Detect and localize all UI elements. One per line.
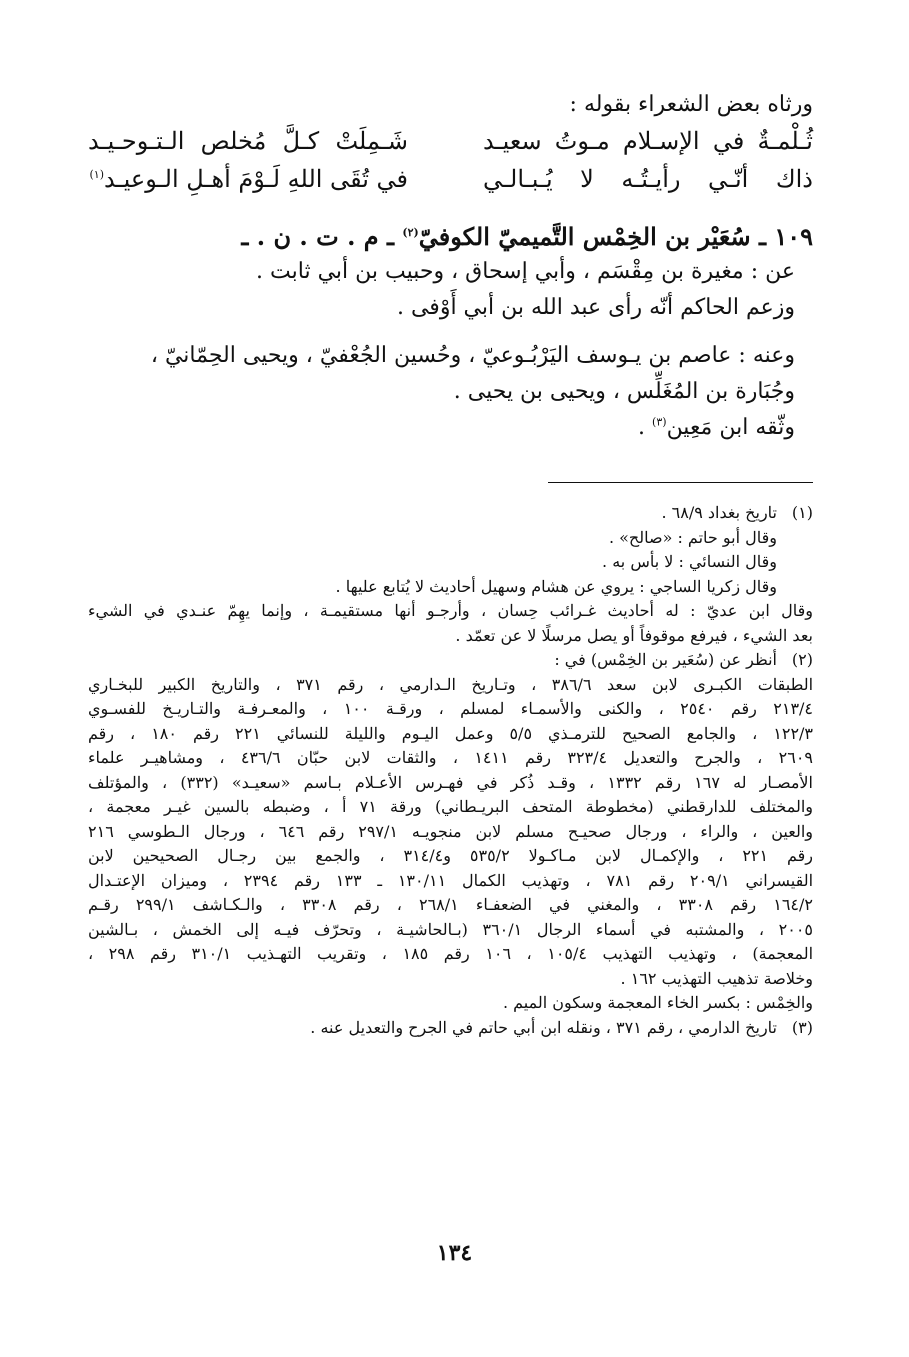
footnote-3-text: تاريخ الدارمي ، رقم ٣٧١ ، ونقله ابن أبي حاتم في الجرح والتعديل عنه . (310, 1017, 777, 1037)
footnote-2-vocalization: والخِمْس : بكسر الخاء المعجمة وسكون الميم . (502, 993, 813, 1012)
footnote-separator (548, 482, 813, 483)
footnote-2-line: القيسراني ٢٠٩/١ رقم ٧٨١ ، وتهذيب الكمال ١٣٠/١١ ـ ١٣٣ رقم ٢٣٩٤ ، وميزان الإعتـدال (88, 870, 814, 890)
entry-tawthiq-text: وثّقه ابن مَعِين (666, 415, 795, 440)
book-page (88, 90, 813, 1280)
footnote-2-line: ٢٦٠٩ ، والجرح والتعديل ٣٢٣/٤ رقم ١٤١١ ، والثقات لابن حبّان ٤٣٦/٦ ، ومشاهيـر علماء (88, 748, 814, 767)
footnote-2-head: أنظر عن (سُعَير بن الخِمْس) في : (554, 650, 777, 669)
entry-tawthiq (88, 410, 813, 446)
footnote-ref-2: (٢) (402, 226, 419, 239)
footnote-3-number: (٣) (791, 1017, 813, 1037)
verse-2-second-hemistich (88, 160, 408, 198)
footnote-2-last-line: وخلاصة تذهيب التهذيب ١٦٢ . (620, 968, 813, 988)
footnote-2-line: الأمصـار له ١٦٧ رقم ١٣٣٢ ، وقـد ذُكر في فهـرس الأعـلام بـاسم «سعيـد» (٣٣٢) ، والمؤتلف (88, 772, 814, 792)
entry-tawthiq-end: . (638, 415, 653, 440)
entry-title (88, 220, 813, 254)
footnote-1-saji: وقال زكريا الساجي : يروي عن هشام وسهيل أحاديث لا يُتابع عليها . (335, 576, 777, 596)
verse-2 (88, 160, 813, 198)
footnote-1-abu-hatim: وقال أبو حاتم : «صالح» . (608, 527, 777, 547)
verse-1-second-hemistich: شَـمِلَتْ كـلَّ مُخلص الـتـوحـيـد (88, 127, 408, 155)
footnote-1 (88, 501, 813, 575)
footnote-separator-wrap (88, 446, 813, 483)
footnote-2-line: والمختلف للدارقطني (مخطوطة المتحف البريـطاني) ورقة ٧١ أ ، وضبطه بالسين غيـر معجمة ، (88, 797, 814, 816)
footnote-1-source: تاريخ بغداد ٦٨/٩ . (661, 503, 777, 522)
entry-hakim-claim: وزعم الحاكم أنّه رأى عبد الله بن أبي أَوْفى . (396, 295, 795, 320)
entry-students-cont: وجُبَارة بن المُغَلِّس ، ويحيى بن يحيى . (453, 379, 795, 404)
entry-teachers: عن : مغيرة بن مِقْسَم ، وأبي إسحاق ، وحبيب بن أبي ثابت . (256, 259, 795, 284)
footnote-2-line: المعجمة) ، وتهذيب التهذيب ١٠٥/٤ ، ١٠٦ رقم ١٨٥ ، وتقريب التهـذيب ٣١٠/١ رقم ٢٩٨ ، (88, 944, 814, 963)
footnote-1-ibn-adi-cont: بعد الشيء ، فيرفع موقوفاً أو يصل مرسلًا لا عن تعمّد . (455, 625, 813, 645)
entry-codes: ـ م . ت . ن . ـ (241, 222, 403, 251)
footnote-1-nasai: وقال النسائي : لا بأس به . (602, 552, 777, 571)
intro-line: ورثاه بعض الشعراء بقوله : (569, 92, 813, 117)
footnote-ref-3: (٣) (652, 415, 667, 429)
footnote-2-line: رقم ٢٢١ ، والإكمـال لابن مـاكـولا ٥٣٥/٢ و٣١٤/٤ ، والجمع بين رجـال الصحيحين لابن (88, 846, 814, 865)
footnote-1-number: (١) (791, 503, 813, 522)
footnote-2-line: ٢٠٠٥ ، والمشتبه في أسماء الرجال ٣٦٠/١ (بـالحاشيـة ، وتحرّف فيـه إلى الخمش ، بـالشين (88, 919, 814, 939)
footnote-ref-1: (١) (89, 168, 105, 181)
verse-1-first-hemistich: ثُـلْمـةٌ في الإسـلام مـوتُ سعيـد (483, 127, 813, 155)
footnote-3 (88, 1016, 813, 1041)
entry-students: وعنه : عاصم بن يـوسف اليَرْبُـوعيّ ، وحُسين الجُعْفيّ ، ويحيى الحِمّانيّ ، (150, 343, 795, 368)
footnote-2 (88, 648, 813, 673)
footnote-2-line: والعين ، والراء ، ورجال صحيـح مسلم لابن منجويـه ٢٩٧/١ رقم ٦٤٦ ، ورجال الـطوسي ٢١٦ (88, 821, 813, 841)
footnotes (88, 501, 813, 1040)
page-number: ١٣٤ (436, 1240, 473, 1266)
verse-2-second-text: في تُقَى اللهِ لَـوْمَ أهـلِ الـوعيـد (104, 165, 408, 193)
footnote-2-line: ١٦٤/٢ رقم ٣٣٠٨ ، والمغني في الضعفـاء ٢٦٨/١ ، رقم ٣٣٠٨ ، والـكـاشف ٢٩٩/١ رقـم (88, 895, 813, 914)
footnote-1-ibn-adi: وقال ابن عديّ : له أحاديث غـرائب حِسان ، وأرجـو أنها مستقيمـة ، وإنما يهِمّ عنـدي في الشيء (88, 601, 813, 620)
footnote-2-line: ١٢٢/٣ ، والجامع الصحيح للترمـذي ٥/٥ وعمل اليـوم والليلة للنسائي ٢٢١ رقم ١٨٠ ، رقم (88, 723, 814, 743)
verse-1 (88, 122, 813, 160)
footnote-2-number: (٢) (791, 650, 813, 669)
footnote-2-line: الطبقات الكبـرى لابن سعد ٣٨٦/٦ ، وتـاريخ الـدارمي ، رقم ٣٧١ ، والتاريخ الكبير للبخـاري (88, 674, 814, 694)
verse-2-first-hemistich: ذاك أنّـي رأيـتُـه لا يُـبـالـي (483, 165, 813, 193)
footnote-2-line: ٢١٣/٤ رقم ٢٥٤٠ ، والكنى والأسمـاء لمسلم ، ورقـة ١٠٠ ، والمعـرفـة والتـاريـخ للفسـوي (88, 699, 814, 718)
entry-name: ١٠٩ ـ سُعَيْر بن الخِمْس التَّميميّ الكوفيّ (418, 222, 813, 251)
